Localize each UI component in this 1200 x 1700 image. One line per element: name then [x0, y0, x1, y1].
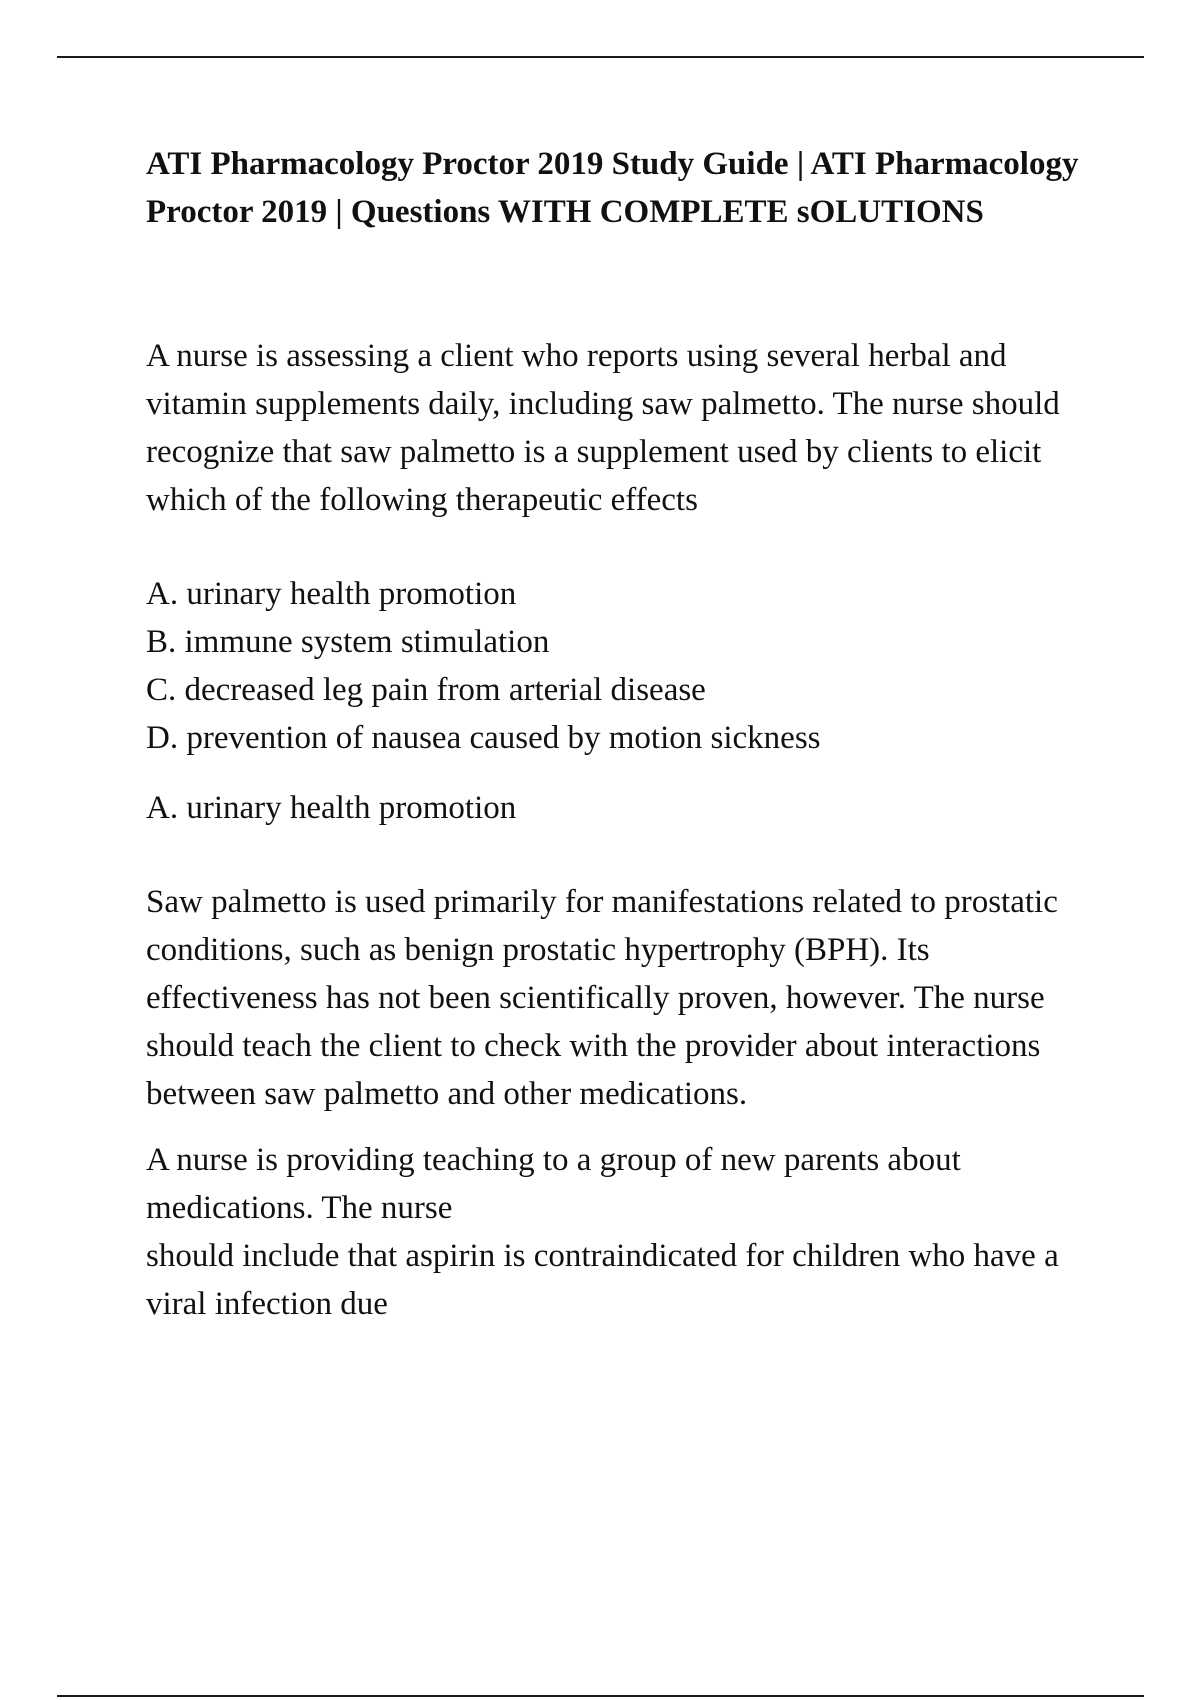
- document-body: [146, 140, 1096, 1328]
- document-title: ATI Pharmacology Proctor 2019 Study Guide | ATI Pharmacology Proctor 2019 | Questions WITH COMPLETE sOLUTIONS: [146, 146, 1079, 230]
- option-a: A. urinary health promotion: [146, 576, 517, 612]
- option-c: C. decreased leg pain from arterial disease: [146, 672, 706, 708]
- question-2-stem-line-2: should include that aspirin is contraindicated for children who have a viral infection due: [146, 1238, 1059, 1322]
- question-2-stem-line-1: A nurse is providing teaching to a group of new parents about medications. The nurse: [146, 1142, 961, 1226]
- bottom-divider: [57, 1695, 1144, 1697]
- question-1-answer: A. urinary health promotion: [146, 790, 517, 826]
- option-d: D. prevention of nausea caused by motion sickness: [146, 720, 821, 756]
- option-b: B. immune system stimulation: [146, 624, 550, 660]
- question-1-options: [146, 570, 1096, 762]
- top-divider: [57, 56, 1144, 58]
- question-1-stem: A nurse is assessing a client who reports using several herbal and vitamin supplements daily, including saw palmetto. The nurse should recognize that saw palmetto is a supplement used by clients to elicit which of the following therapeutic effects: [146, 338, 1060, 518]
- question-2-stem: [146, 1136, 1096, 1328]
- question-1-explanation: Saw palmetto is used primarily for manifestations related to prostatic conditions, such as benign prostatic hypertrophy (BPH). Its effectiveness has not been scientifically proven, however. The nurse should teach the client to check with the provider about interactions between saw palmetto and other medications.: [146, 884, 1058, 1112]
